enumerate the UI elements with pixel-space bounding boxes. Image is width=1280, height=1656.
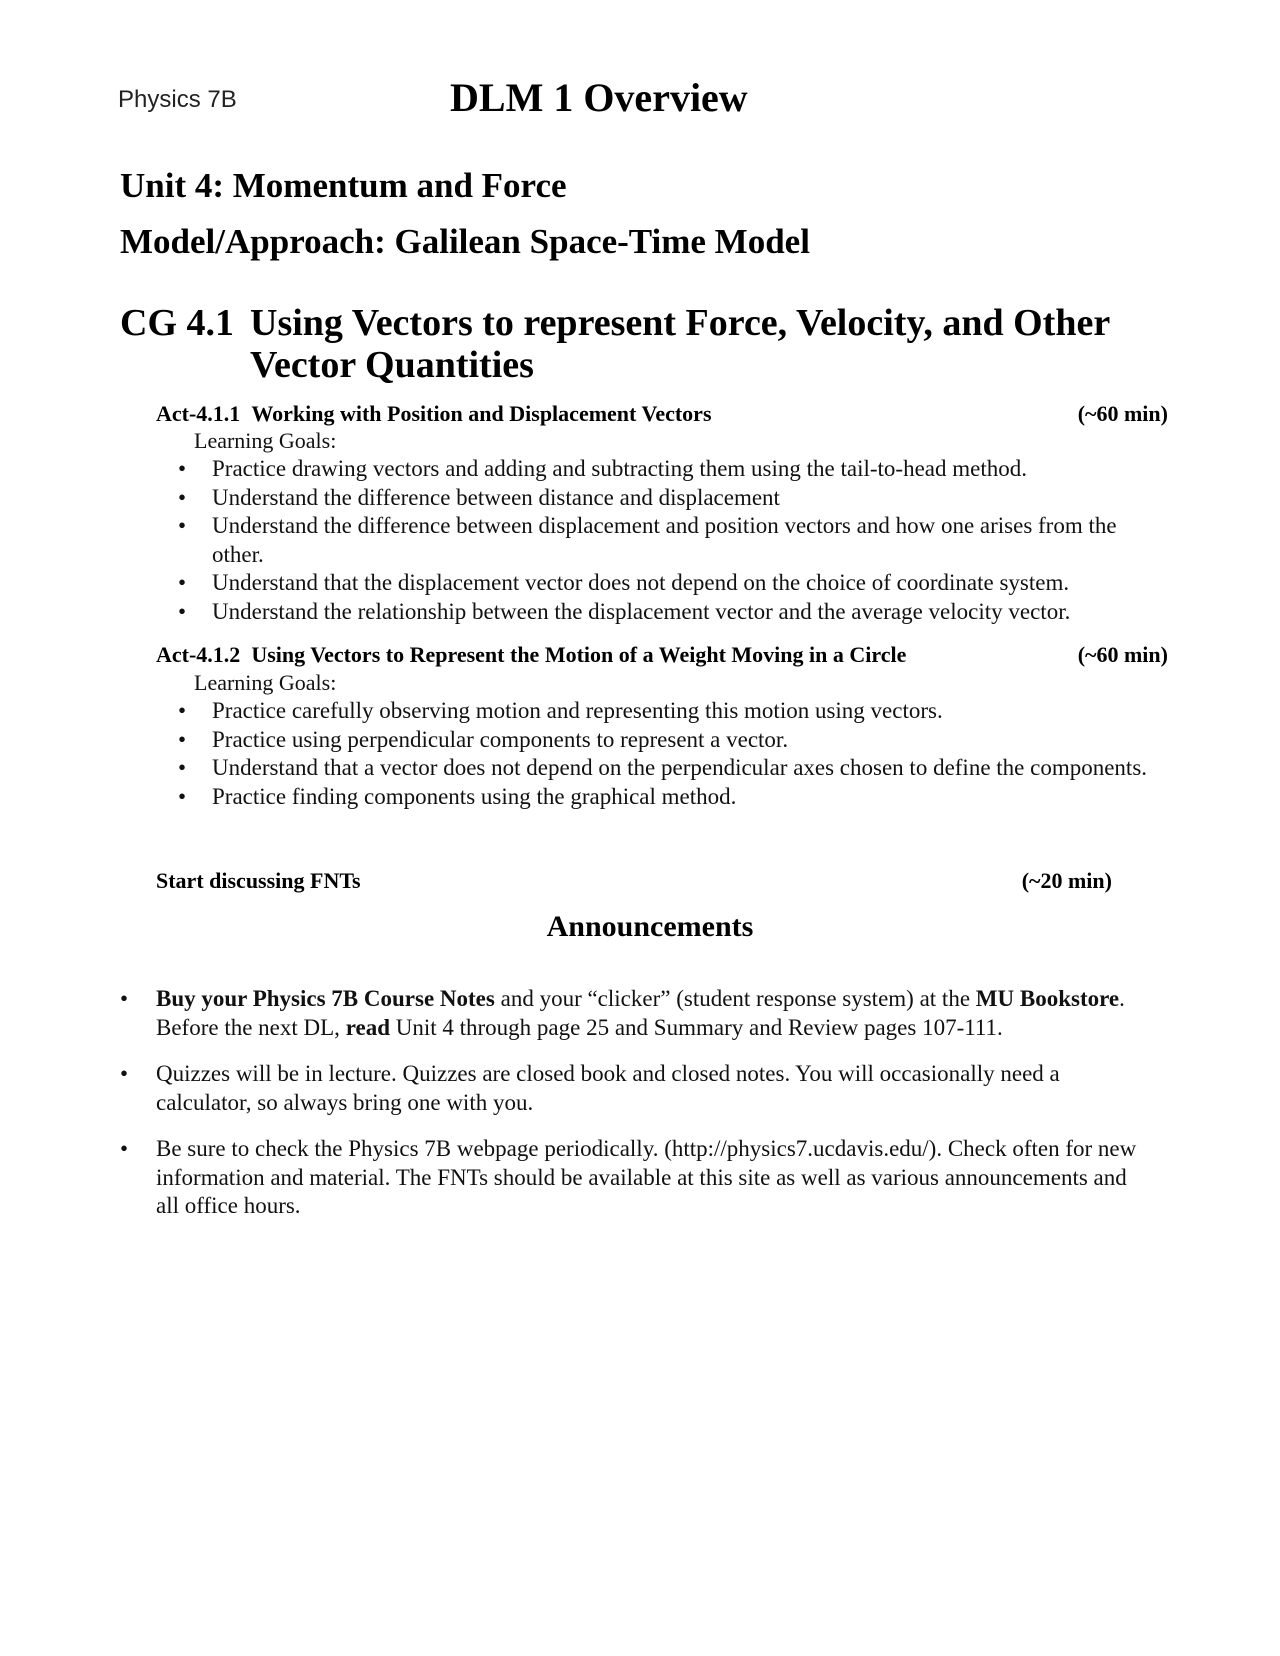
- list-item: [176, 754, 1156, 783]
- list-item: [176, 697, 1156, 726]
- learning-goals-list: [176, 455, 1156, 626]
- bold-text: MU Bookstore: [975, 986, 1120, 1011]
- activity-heading: [156, 642, 1168, 668]
- cg-number: CG 4.1: [120, 302, 234, 344]
- cg-title-line1: Using Vectors to represent Force, Velocity, and Other: [250, 302, 1111, 344]
- activity-time: (~60 min): [1077, 642, 1168, 667]
- list-item: [176, 512, 1156, 569]
- model-heading: Model/Approach: Galilean Space-Time Model: [120, 222, 810, 261]
- list-item: [176, 569, 1156, 598]
- list-item: [176, 726, 1156, 755]
- learning-goals-label: Learning Goals:: [194, 428, 337, 453]
- goal-text: Understand that a vector does not depend on the perpendicular axes chosen to define the components.: [212, 755, 1148, 780]
- list-item: [118, 985, 1138, 1042]
- bullet-icon: •: [178, 726, 187, 752]
- list-item: [176, 598, 1156, 627]
- bold-text: Buy your Physics 7B Course Notes: [156, 986, 495, 1011]
- activity-name: [156, 642, 906, 668]
- bold-text: read: [345, 1014, 390, 1040]
- bullet-icon: •: [178, 513, 187, 538]
- body-text: Unit 4 through page 25 and Summary and Review pages 107-111.: [389, 1014, 1003, 1040]
- learning-goals-label: Learning Goals:: [194, 670, 337, 695]
- activity-id: Act-4.1.1: [156, 401, 241, 426]
- body-text: Be sure to check the Physics 7B webpage periodically. (http://physics7.ucdavis.edu/). Check often for new information and material. The FNTs should be available at this site as well as various announcements and all office hours.: [156, 1136, 1137, 1218]
- body-text: Quizzes will be in lecture. Quizzes are closed book and closed notes. You will occasionally need a calculator, so always bring one with you.: [156, 1061, 1060, 1115]
- bullet-icon: •: [178, 755, 187, 780]
- activity-name: [156, 401, 712, 427]
- goal-text: Understand the relationship between the displacement vector and the average velocity vector.: [212, 598, 1071, 624]
- goal-text: Understand that the displacement vector does not depend on the choice of coordinate system.: [212, 570, 1070, 595]
- goal-text: Practice carefully observing motion and representing this motion using vectors.: [212, 698, 943, 723]
- page-title: DLM 1 Overview: [450, 75, 748, 120]
- fnt-label: Start discussing FNTs: [156, 868, 361, 893]
- goal-text: Practice using perpendicular components to represent a vector.: [212, 726, 789, 752]
- list-item: [118, 1060, 1138, 1117]
- learning-goals-list: [176, 697, 1156, 811]
- course-label: Physics 7B: [118, 86, 237, 113]
- activity-time: (~60 min): [1077, 401, 1168, 426]
- list-item: [176, 783, 1156, 812]
- bullet-icon: •: [178, 570, 187, 595]
- fnt-line: [156, 868, 1112, 894]
- cg-heading: [120, 302, 1200, 386]
- list-item: [176, 484, 1156, 513]
- announcements-list: [118, 985, 1138, 1239]
- bullet-icon: •: [178, 783, 187, 809]
- bullet-icon: •: [178, 484, 187, 510]
- cg-title-line2: Vector Quantities: [250, 344, 534, 386]
- activity-id: Act-4.1.2: [156, 642, 241, 667]
- bullet-icon: •: [120, 986, 129, 1011]
- body-text: and your “clicker” (student response system) at the: [494, 986, 976, 1011]
- bullet-icon: •: [178, 698, 187, 723]
- goal-text: Practice drawing vectors and adding and subtracting them using the tail-to-head method.: [212, 456, 1027, 481]
- goal-text: Practice finding components using the graphical method.: [212, 783, 737, 809]
- activity-heading: [156, 401, 1168, 427]
- fnt-time: (~20 min): [1021, 868, 1112, 893]
- goal-text: Understand the difference between distance and displacement: [212, 484, 780, 510]
- body-text: . Before the next DL,: [156, 986, 1125, 1040]
- bullet-icon: •: [120, 1136, 129, 1161]
- bullet-icon: •: [120, 1061, 129, 1086]
- activity-title: Working with Position and Displacement Vectors: [251, 401, 712, 426]
- bullet-icon: •: [178, 456, 187, 481]
- list-item: [176, 455, 1156, 484]
- unit-heading: Unit 4: Momentum and Force: [120, 166, 567, 205]
- bullet-icon: •: [178, 598, 187, 624]
- announcements-heading: Announcements: [546, 910, 754, 943]
- list-item: [118, 1135, 1138, 1221]
- goal-text: Understand the difference between displacement and position vectors and how one arises from the other.: [212, 513, 1117, 567]
- activity-title: Using Vectors to Represent the Motion of a Weight Moving in a Circle: [251, 642, 907, 667]
